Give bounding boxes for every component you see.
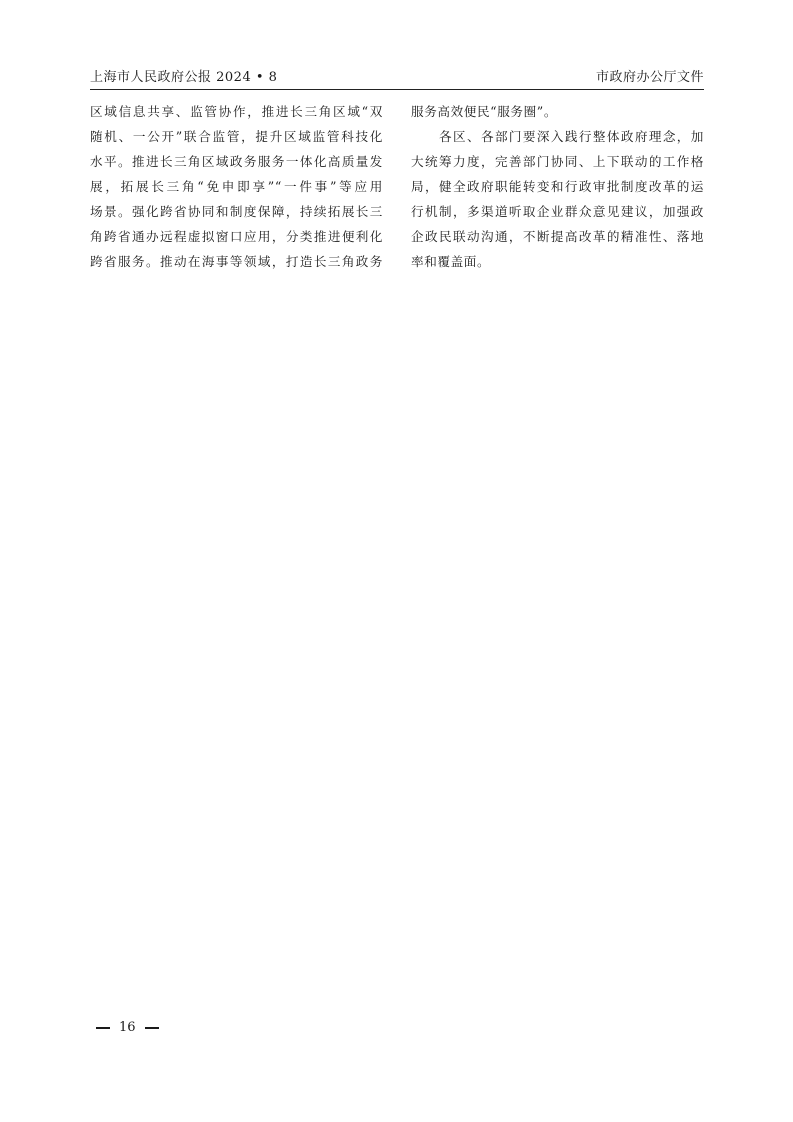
journal-title: 上海市人民政府公报 2024 • 8	[90, 70, 278, 85]
text-line: 水平。推进长三角区域政务服务一体化高质量发	[90, 154, 383, 169]
dash-left	[96, 1027, 110, 1029]
text-line: 企政民联动沟通，不断提高改革的精准性、落地	[411, 229, 704, 244]
text-line: 服务高效便民“服务圈”。	[411, 104, 558, 119]
section-title: 市政府办公厅文件	[595, 70, 704, 85]
text-line: 大统筹力度，完善部门协同、上下联动的工作格	[411, 154, 704, 169]
left-column	[90, 99, 383, 274]
text-line: 局，健全政府职能转变和行政审批制度改革的运	[411, 179, 704, 194]
running-header	[90, 66, 704, 88]
text-line: 随机、一公开”联合监管，提升区域监管科技化	[90, 129, 383, 144]
text-line: 场景。强化跨省协同和制度保障，持续拓展长三	[90, 204, 383, 219]
text-line: 各区、各部门要深入践行整体政府理念，加	[411, 129, 704, 144]
header-rule	[90, 89, 704, 90]
text-line: 率和覆盖面。	[411, 254, 491, 269]
text-line: 跨省服务。推动在海事等领域，打造长三角政务	[90, 254, 383, 269]
page-footer	[96, 1020, 159, 1035]
page-number: 16	[119, 1020, 136, 1035]
dash-right	[145, 1027, 159, 1029]
right-column	[411, 99, 704, 274]
text-line: 区域信息共享、监管协作，推进长三角区域“双	[90, 104, 383, 119]
text-line: 角跨省通办远程虚拟窗口应用，分类推进便利化	[90, 229, 383, 244]
text-line: 展，拓展长三角“免申即享”“一件事”等应用	[90, 179, 383, 194]
text-line: 行机制，多渠道听取企业群众意见建议，加强政	[411, 204, 704, 219]
